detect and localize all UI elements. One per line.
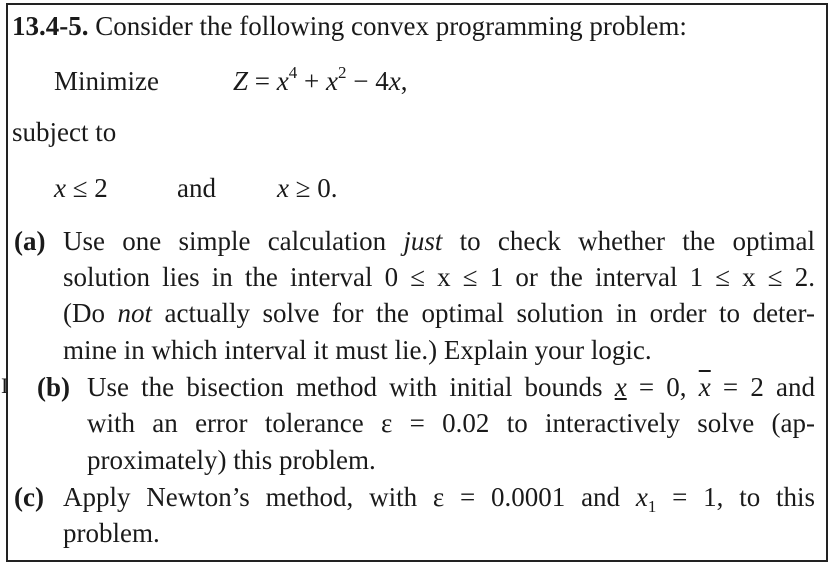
part-a-line-3: (Do not actually solve for the optimal solution in order to deter-	[63, 298, 815, 328]
part-b-label: (b)	[37, 372, 70, 402]
constraint-and: and	[177, 173, 216, 203]
part-b-line-1: Use the bisection method with initial bounds x = 0, $\overline{x} = 2$ and	[87, 372, 815, 402]
subject-to-label: subject to	[12, 117, 117, 147]
lower-bound-symbol: x	[614, 372, 627, 402]
minimize-label: Minimize	[54, 66, 159, 96]
part-c-label: (c)	[14, 482, 44, 512]
part-c-line-2: problem.	[63, 518, 160, 548]
part-b-line-2: with an error tolerance ε = 0.02 to interactively solve (ap-	[87, 408, 815, 438]
objective-function: $Z = x^4 + x^2 - 4x$,	[233, 63, 408, 96]
part-a-line-2: solution lies in the interval 0 ≤ x ≤ 1 or the interval 1 ≤ x ≤ 2.	[63, 262, 815, 292]
problem-number: 13.4-5.	[12, 11, 89, 41]
interactive-marker: I	[1, 373, 9, 398]
part-a-label: (a)	[14, 226, 46, 256]
problem-intro: Consider the following convex programming problem:	[95, 11, 687, 41]
constraint-lower: x ≥ 0.	[277, 173, 338, 203]
upper-bound-symbol: $\overline{x}$	[698, 372, 711, 402]
part-a-line-1: Use one simple calculation just to check whether the optimal	[63, 226, 816, 256]
part-b-line-3: proximately) this problem.	[87, 445, 376, 475]
constraint-upper: x ≤ 2	[54, 173, 108, 203]
part-c-line-1: Apply Newton’s method, with ε = 0.0001 and $x_1 = 1$, to this	[63, 482, 815, 516]
part-a-line-4: mine in which interval it must lie.) Explain your logic.	[63, 335, 652, 365]
problem-header	[12, 9, 687, 43]
